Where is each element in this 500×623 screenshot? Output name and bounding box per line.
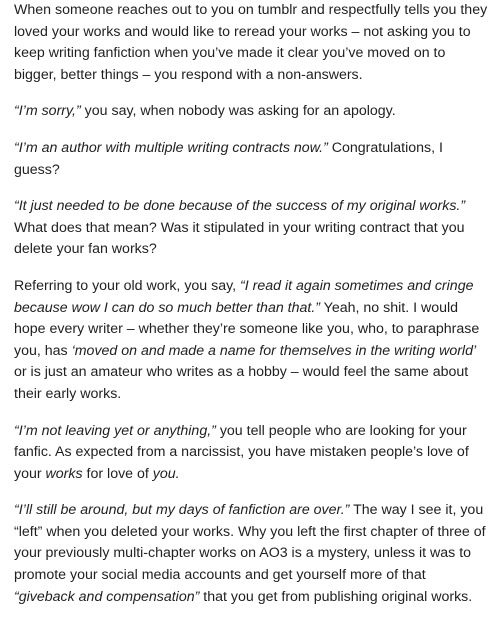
text-segment: The way I see it, you “left” when you deleted your works. Why you left the first chapter of three of your previously multi-chapter works on AO3 is a mystery, unless it was to promote your social media accounts and get yourself more of that [14,502,486,584]
post-body [14,0,490,623]
paragraph-5 [14,276,490,406]
quote-segment: ‘moved on and made a name for themselves in the writing world’ [71,342,477,359]
quote-segment: “It just needed to be done because of the success of my original works.” [14,198,466,215]
text-segment: you tell people who are looking for your fanfic. As expected from a narcissist, you have mistaken people’s love of your [14,422,469,482]
text-segment: Congratulations, I guess? [14,139,443,178]
quote-segment: “I read it again sometimes and cringe because wow I can do so much better than that.” [14,277,474,316]
paragraph-4 [14,196,490,261]
quote-segment: “I’ll still be around, but my days of fanfiction are over.” [14,502,350,519]
quote-segment: “I’m sorry,” [14,103,81,120]
text-segment: When someone reaches out to you on tumblr and respectfully tells you they loved your works and would like to reread your works – not asking you to keep writing fanfiction when you’ve made it clear you’ve moved on to bigger, better things – you respond with a non-answers. [14,2,488,83]
text-segment: you say, when nobody was asking for an apology. [80,103,396,120]
paragraph-2 [14,101,490,123]
paragraph-1 [14,0,490,86]
paragraph-7 [14,500,490,608]
quote-segment: “giveback and compensation” [14,588,200,605]
text-segment: Referring to your old work, you say, [14,277,241,294]
paragraph-6 [14,421,490,486]
emphasis-segment: works [45,465,83,482]
text-segment: for love of [82,465,153,482]
text-segment: or is just an amateur who writes as a hobby – would feel the same about their early works. [14,364,469,402]
quote-segment: “I’m an author with multiple writing contracts now.” [14,139,328,156]
text-segment: that you get from publishing original works. [199,588,473,605]
text-segment: What does that mean? Was it stipulated in your writing contract that you delete your fan works? [14,219,465,258]
text-segment: Yeah, no shit. I would hope every writer – whether they’re someone like you, who, to paraphrase you, has [14,299,480,359]
paragraph-3 [14,138,490,181]
emphasis-segment: you. [152,465,180,482]
quote-segment: “I’m not leaving yet or anything,” [14,422,216,439]
